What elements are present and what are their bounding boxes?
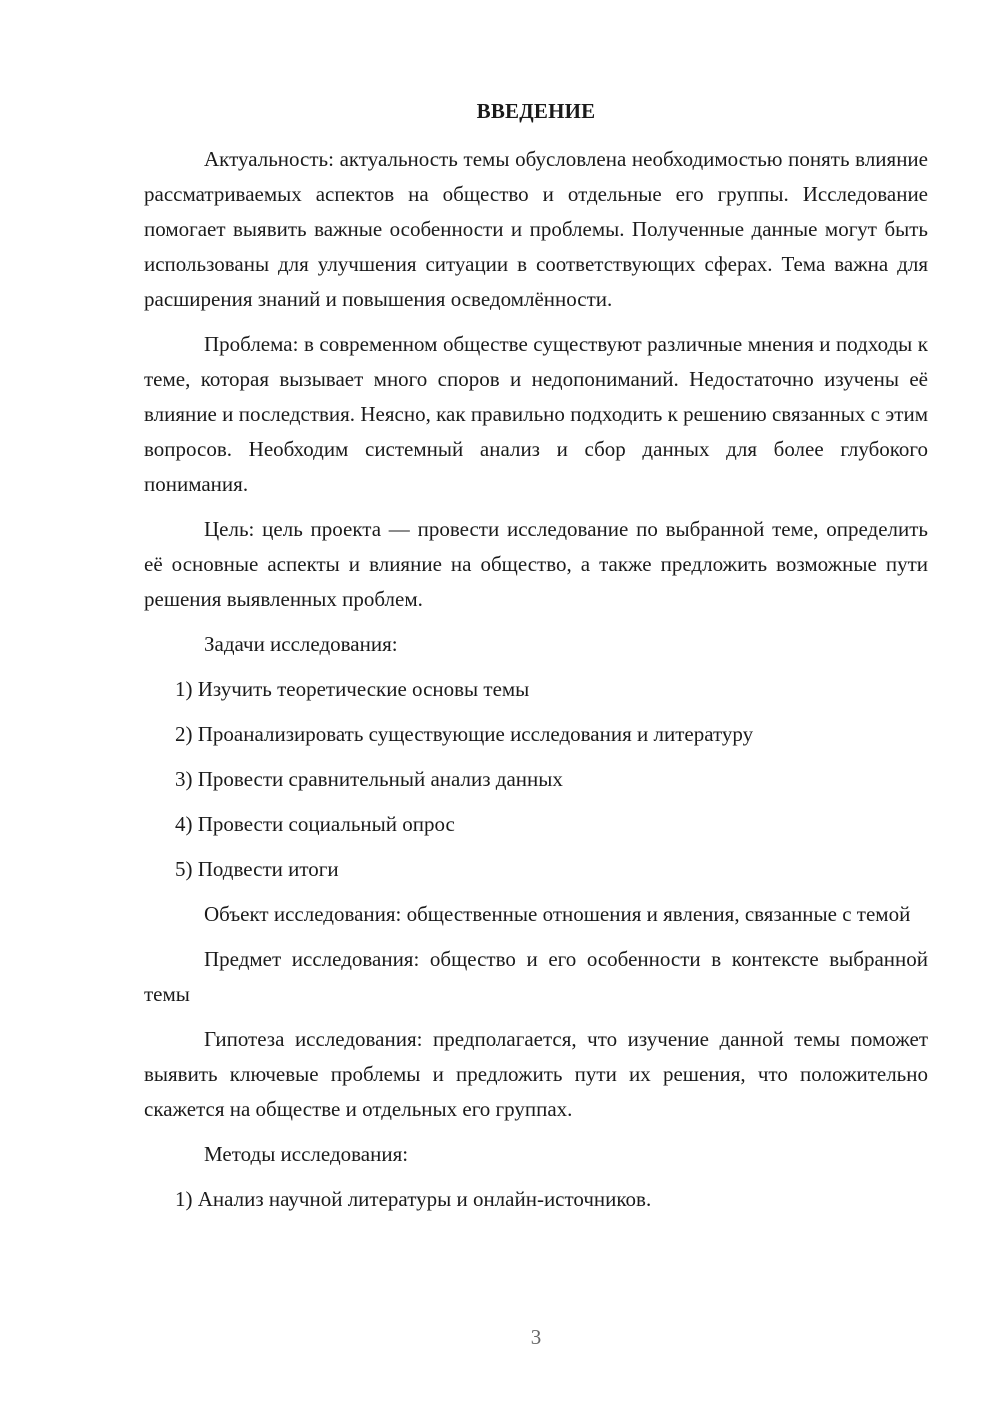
- page-number: 3: [530, 1325, 542, 1349]
- list-item: 5) Подвести итоги: [175, 857, 339, 881]
- list-item: 1) Анализ научной литературы и онлайн-источников.: [175, 1187, 652, 1211]
- paragraph-object: Объект исследования: общественные отношения и явления, связанные с темой: [204, 902, 911, 926]
- paragraph-hypothesis: Гипотеза исследования: предполагается, что изучение данной темы поможет выявить ключевые проблемы и предложить пути их решения, что положительно скажется на обществе и отдельных его группах.: [144, 1027, 928, 1121]
- paragraph-relevance: Актуальность: актуальность темы обусловлена необходимостью понять влияние рассматриваемых аспектов на общество и отдельные его группы. Исследование помогает выявить важные особенности и проблемы. Полученные данные могут быть использованы для улучшения ситуации в соответствующих сферах. Тема важна для расширения знаний и повышения осведомлённости.: [144, 147, 928, 311]
- list-item: 4) Провести социальный опрос: [175, 812, 455, 836]
- tasks-list: [144, 672, 928, 887]
- paragraph-subject: Предмет исследования: общество и его особенности в контексте выбранной темы: [144, 947, 928, 1006]
- methods-list: [144, 1182, 928, 1217]
- list-item: 1) Изучить теоретические основы темы: [175, 677, 530, 701]
- section-heading: ВВЕДЕНИЕ: [476, 99, 596, 123]
- paragraph-goal: Цель: цель проекта — провести исследование по выбранной теме, определить её основные аспекты и влияние на общество, а также предложить возможные пути решения выявленных проблем.: [144, 517, 928, 611]
- list-item: 3) Провести сравнительный анализ данных: [175, 767, 563, 791]
- list-item: 2) Проанализировать существующие исследования и литературу: [175, 722, 754, 746]
- tasks-heading: Задачи исследования:: [204, 632, 398, 656]
- document-body: [144, 142, 928, 1227]
- methods-heading: Методы исследования:: [204, 1142, 409, 1166]
- paragraph-problem: Проблема: в современном обществе существуют различные мнения и подходы к теме, которая вызывает много споров и недопониманий. Недостаточно изучены её влияние и последствия. Неясно, как правильно подходить к решению связанных с этим вопросов. Необходим системный анализ и сбор данных для более глубокого понимания.: [144, 332, 928, 496]
